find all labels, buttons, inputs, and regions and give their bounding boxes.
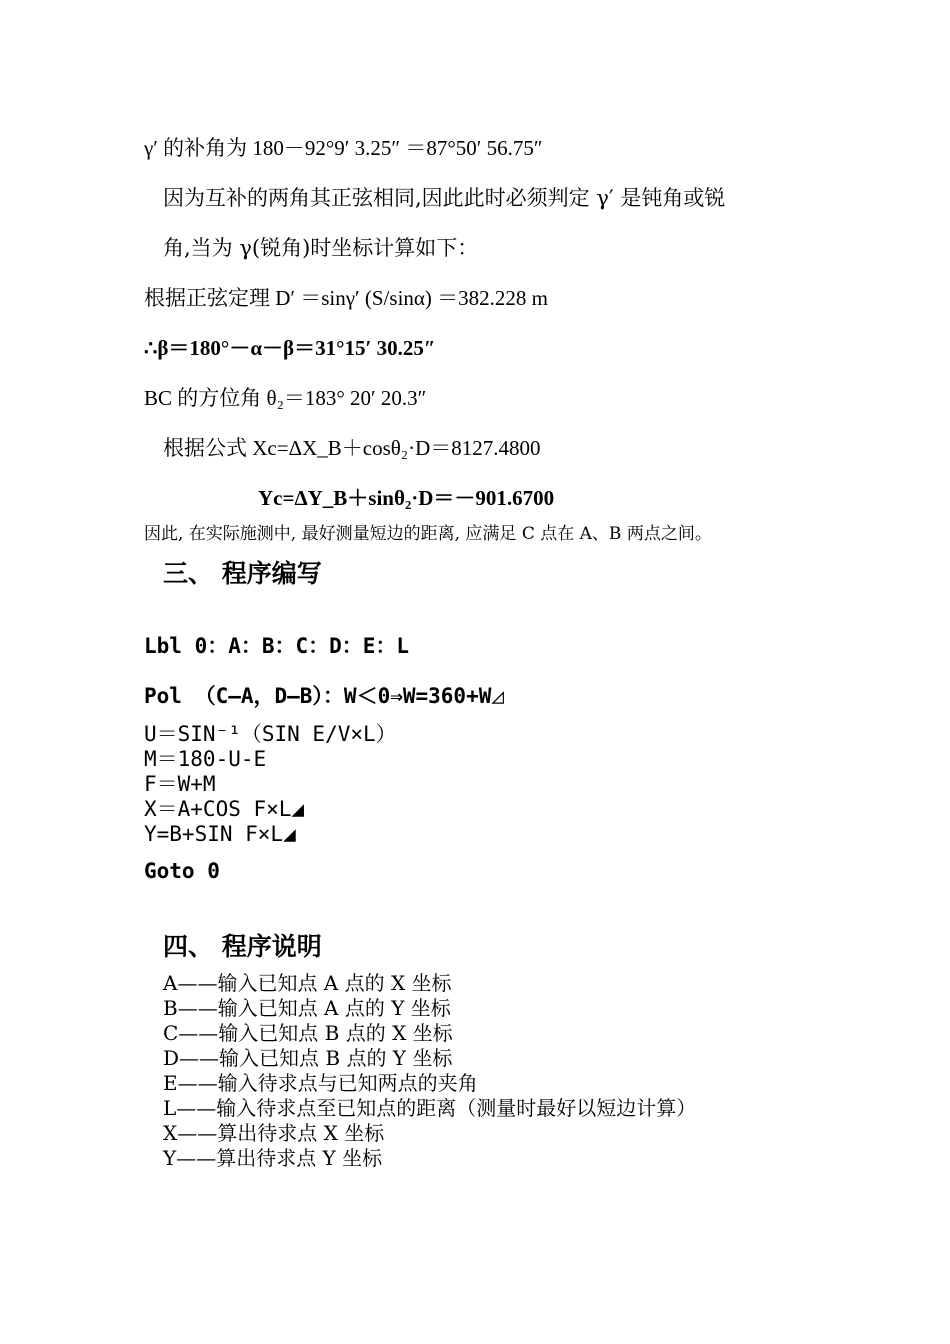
text-formula-xc: 根据公式 Xc=ΔX_B＋cosθ₂·D＝8127.4800: [163, 436, 541, 460]
list-item: E——输入待求点与已知两点的夹角: [163, 1071, 478, 1095]
code-line-y: Y=B+SIN F×L◢: [144, 822, 296, 846]
code-line-f: F＝W+M: [144, 772, 216, 796]
code-line-m: M＝180-U-E: [144, 747, 267, 771]
text-sine-law: 根据正弦定理 D′ ＝sinγ′ (S/sinα) ＝382.228 m: [144, 286, 548, 310]
section-heading-program: 三、 程序编写: [163, 559, 322, 588]
code-line-pol: Pol （C—A，D—B）：W＜0⇒W=360+W◿: [144, 684, 505, 708]
code-line-u: U＝SIN⁻¹（SIN E/V×L）: [144, 722, 397, 746]
text-sine-note-1: 因为互补的两角其正弦相同,因此此时必须判定 γ′ 是钝角或锐: [163, 186, 726, 210]
code-line-goto: Goto 0: [144, 859, 220, 883]
list-item: D——输入已知点 B 点的 Y 坐标: [163, 1046, 453, 1070]
list-item: L——输入待求点至已知点的距离（测量时最好以短边计算）: [163, 1096, 697, 1120]
list-item: A——输入已知点 A 点的 X 坐标: [163, 971, 452, 995]
code-line-x: X＝A+COS F×L◢: [144, 797, 305, 821]
list-item: Y——算出待求点 Y 坐标: [163, 1146, 383, 1170]
list-item: C——输入已知点 B 点的 X 坐标: [163, 1021, 453, 1045]
text-sine-note-2: 角,当为 γ(锐角)时坐标计算如下：: [163, 236, 479, 260]
list-item: X——算出待求点 X 坐标: [163, 1121, 385, 1145]
code-line-lbl: Lbl 0：A：B：C：D：E：L: [144, 634, 410, 658]
list-item: B——输入已知点 A 点的 Y 坐标: [163, 996, 451, 1020]
text-bearing-bc: BC 的方位角 θ₂＝183° 20′ 20.3″: [144, 386, 427, 410]
text-beta: ∴β＝180°－α－β＝31°15′ 30.25″: [144, 336, 436, 360]
text-supplementary-angle: γ′ 的补角为 180－92°9′ 3.25″ ＝87°50′ 56.75″: [144, 136, 543, 160]
text-field-advice: 因此, 在实际施测中, 最好测量短边的距离, 应满足 C 点在 A、B 两点之间。: [144, 524, 712, 544]
section-heading-description: 四、 程序说明: [163, 932, 322, 961]
text-formula-yc: Yc=ΔY_B＋sinθ₂·D＝－901.6700: [258, 486, 555, 510]
